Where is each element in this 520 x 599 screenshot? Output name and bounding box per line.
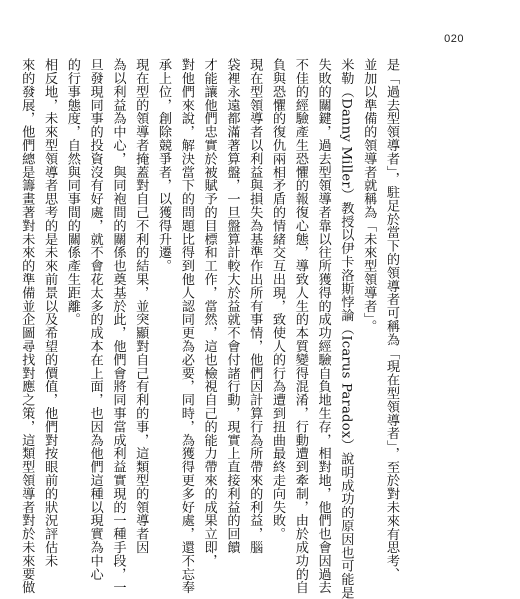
text-column: 來的發展，他們總是籌畫著對未來的準備並企圖尋找對應之策，這類型領導者對於未來要做 xyxy=(19,58,35,594)
text-column: 相反地，未來型領導者思考的是未來前景以及希望的價值，他們對按眼前的狀況評估未 xyxy=(42,58,58,568)
text-column: 是「過去型領導者」，駐足於當下的領導者可稱為「現在型領導者」，至於對未來有思考、 xyxy=(384,58,399,581)
text-column: 失敗的關鍵，過去型領導者靠以往所獲得的成功經驗自負地生存，相對地，他們也會因過去 xyxy=(315,58,331,594)
text-column: 對他們來說，解決當下的問題比得到他人認同更為必要，同時，為獲得更多好處，還不忘奉 xyxy=(178,58,194,594)
text-column: 米勒（Danny Miller）教授以伊卡洛斯悖論（Icarus Paradox）說明成功的原因也可能是 xyxy=(338,58,354,599)
text-column: 的行事態度，自然與同事間的關係產生距離。 xyxy=(64,58,80,326)
text-column: 承上位，創除競爭者，以獲得升遷。 xyxy=(156,58,172,273)
text-column: 才能讓他們忠實於被賦予的目標和工作，當然，這也檢視自己的能力帶來的成果立即， xyxy=(201,58,217,568)
text-column: 為以利益為中心，與同袍間的關係也奠基於此，他們會將同事當成利益實現的一種手段，一 xyxy=(110,58,126,594)
text-column: 袋裡永遠都滿著算盤，一旦盤算計較大於益就不會付諸行動，現實上直接利益的回饋 xyxy=(224,58,240,554)
text-column: 旦發現同事的投資沒有好處，就不會花太多的成本在上面，也因為他們這種以現實為中心 xyxy=(87,58,103,581)
text-column: 不佳的經驗產生恐懼的報復心態，導致人生的本質變得混淆，行動遭到牽制，由於成功的自 xyxy=(292,58,308,594)
text-column: 現在型的領導者掩蓋對自己不利的結果，並突顯對自己有利的事，這類型的領導者因 xyxy=(133,58,149,554)
text-column: 現在型領導者以利益與損失為基準作出所有事情，他們因計算行為所帶來的利益，腦 xyxy=(247,58,263,554)
page-number: 020 xyxy=(444,33,464,45)
body-text xyxy=(14,58,402,599)
text-column: 並加以準備的領導者就稱為「未來型領導者」。 xyxy=(361,58,377,333)
text-column: 負與恐懼的復仇兩相矛盾的情緒交互出現，致使人的行為遭到扭曲最終走向失敗。 xyxy=(270,58,286,541)
